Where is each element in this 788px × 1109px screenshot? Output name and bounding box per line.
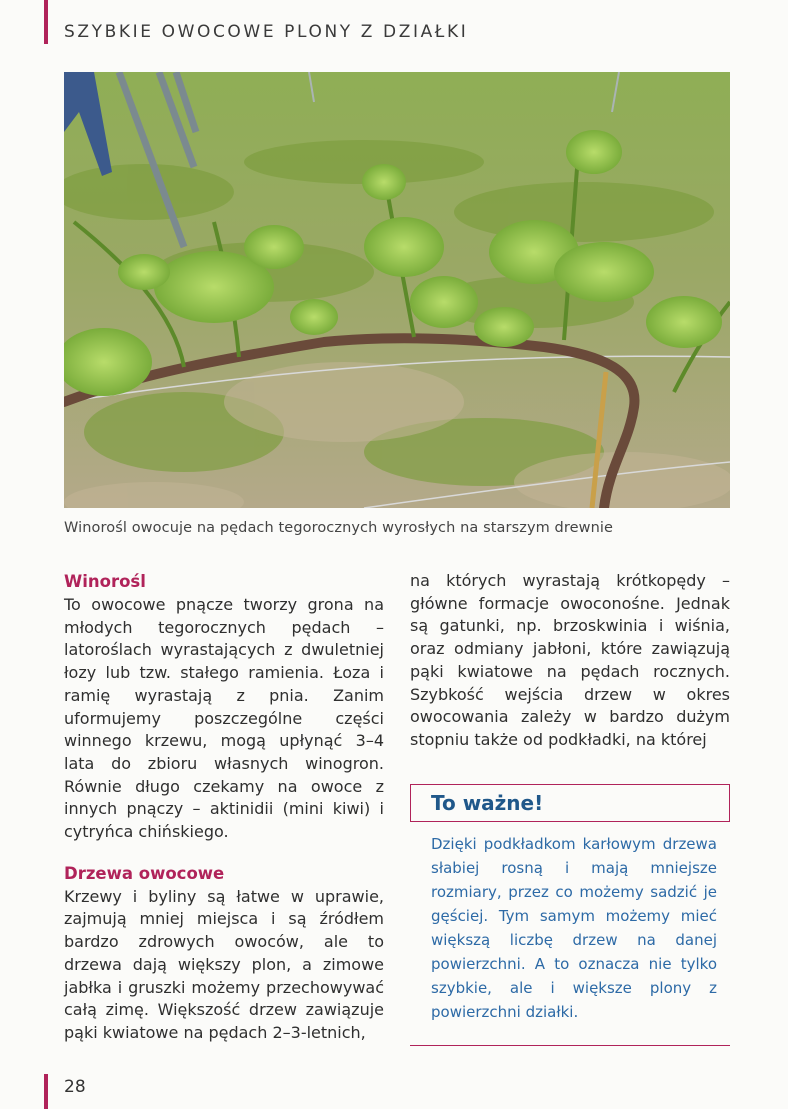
paragraph-drzewa: Krzewy i byliny są łatwe w uprawie, zajmują mniej miejsca i są źródłem bardzo zdrowych owoców, ale to drzewa dają większy plon, a zimowe jabłka i gruszki możemy przechowywać całą zimę. Większość drzew zawiązuje pąki kwiatowe na pędach 2–3-letnich, bbox=[64, 886, 384, 1042]
important-callout-header bbox=[410, 784, 730, 822]
paragraph-winorosl: To owocowe pnącze tworzy grona na młodych tegorocznych pędach – latoroślach wyrastających z dwuletniej łozy lub tzw. stałego ramienia. Łoza i ramię wyrastają z pnia. Zanim uformujemy poszczególne części winnego krzewu, mogą upłynąć 3–4 lata do zbioru własnych winogron. Równie długo czekamy na owoce z innych pnączy – aktinidii (mini kiwi) i cytryńca chińskiego. bbox=[64, 595, 384, 842]
important-title: To ważne! bbox=[431, 791, 544, 815]
paragraph-continued: na których wyrastają krótkopędy – główne formacje owoconośne. Jednak są gatunki, np. brzoskwinia i wiśnia, oraz odmiany jabłoni, które zawiązują pąki kwiatowe na pędach rocznych. Szybkość wejścia drzew w okres owocowania zależy w bardzo dużym stopniu także od podkładki, na której bbox=[410, 571, 730, 749]
photo-caption: Winorośl owocuje na pędach tegorocznych wyrosłych na starszym drewnie bbox=[64, 520, 614, 536]
callout-divider bbox=[410, 1045, 730, 1046]
footer-accent-bar bbox=[44, 1074, 48, 1109]
left-column bbox=[64, 570, 384, 1045]
section-heading-drzewa: Drzewa owocowe bbox=[64, 863, 225, 883]
header-accent-bar bbox=[44, 0, 48, 44]
right-column bbox=[410, 570, 730, 752]
vineyard-photo bbox=[64, 72, 730, 508]
page-number: 28 bbox=[64, 1077, 86, 1097]
running-header: SZYBKIE OWOCOWE PLONY Z DZIAŁKI bbox=[64, 22, 469, 42]
important-callout-text: Dzięki podkładkom karłowym drzewa słabiej rosną i mają mniejsze rozmiary, przez co możemy sadzić je gęściej. Tym samym możemy mieć większą liczbę drzew na danej powierzchni. A to oznacza nie tylko szybkie, ale i większe plony z powierzchni działki. bbox=[431, 835, 717, 1021]
section-heading-winorosl: Winorośl bbox=[64, 572, 146, 591]
